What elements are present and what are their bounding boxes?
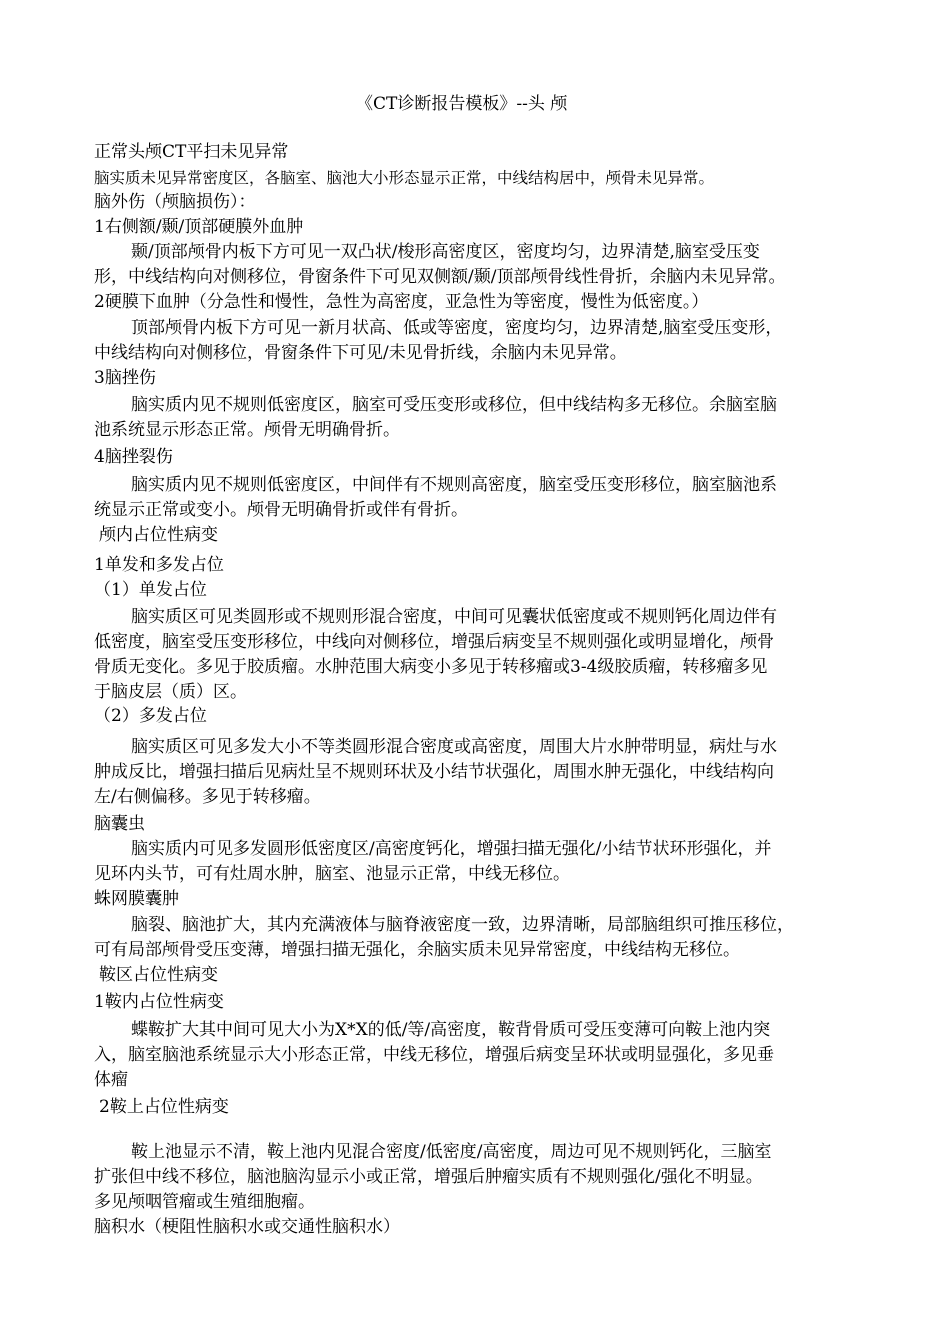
paragraph-line: 脑实质未见异常密度区，各脑室、脑池大小形态显示正常，中线结构居中，颅骨未见异常。 [94, 169, 715, 187]
section-heading-normal: 正常头颅CT平扫未见异常 [94, 142, 289, 162]
paragraph-line: 脑实质内见不规则低密度区，脑室可受压变形或移位，但中线结构多无移位。余脑室脑 [131, 395, 777, 415]
subheading: 2鞍上占位性病变 [99, 1097, 229, 1117]
paragraph-line: 脑裂、脑池扩大，其内充满液体与脑脊液密度一致，边界清晰，局部脑组织可推压移位， [131, 915, 794, 935]
paragraph-line: 脑实质区可见类圆形或不规则形混合密度，中间可见囊状低密度或不规则钙化周边伴有 [131, 607, 777, 627]
paragraph-line: 体瘤 [94, 1070, 128, 1090]
paragraph-line: 脑实质内见不规则低密度区，中间伴有不规则高密度，脑室受压变形移位，脑室脑池系 [131, 475, 777, 495]
section-heading-arachnoid-cyst: 蛛网膜囊肿 [94, 889, 179, 909]
subheading: 2硬膜下血肿（分急性和慢性，急性为高密度，亚急性为等密度，慢性为低密度。） [94, 292, 709, 312]
paragraph-line: 入，脑室脑池系统显示大小形态正常，中线无移位，增强后病变呈环状或明显强化，多见垂 [94, 1045, 774, 1065]
subheading: （1）单发占位 [94, 580, 207, 600]
paragraph-line: 肿成反比，增强扫描后见病灶呈不规则环状及小结节状强化，周围水肿无强化，中线结构向 [94, 762, 774, 782]
paragraph-line: 形，中线结构向对侧移位，骨窗条件下可见双侧额/颞/顶部颅骨线性骨折，余脑内未见异常。 [94, 267, 786, 287]
paragraph-line: 蝶鞍扩大其中间可见大小为X*X的低/等/高密度，鞍背骨质可受压变薄可向鞍上池内突 [131, 1020, 771, 1040]
paragraph-line: 多见颅咽管瘤或生殖细胞瘤。 [94, 1192, 315, 1212]
subheading: 1单发和多发占位 [94, 555, 224, 575]
paragraph-line: 颞/顶部颅骨内板下方可见一双凸状/梭形高密度区，密度均匀，边界清楚,脑室受压变 [131, 242, 760, 262]
subheading: 3脑挫伤 [94, 368, 156, 388]
paragraph-line: 中线结构向对侧移位，骨窗条件下可见/未见骨折线，余脑内未见异常。 [94, 343, 627, 363]
subheading: （2）多发占位 [94, 706, 207, 726]
paragraph-line: 统显示正常或变小。颅骨无明确骨折或伴有骨折。 [94, 500, 468, 520]
paragraph-line: 池系统显示形态正常。颅骨无明确骨折。 [94, 420, 400, 440]
paragraph-line: 见环内头节，可有灶周水肿，脑室、池显示正常，中线无移位。 [94, 864, 570, 884]
paragraph-line: 可有局部颅骨受压变薄，增强扫描无强化，余脑实质未见异常密度，中线结构无移位。 [94, 940, 740, 960]
section-heading-tumor: 颅内占位性病变 [99, 525, 218, 545]
subheading: 1右侧额/颞/顶部硬膜外血肿 [94, 217, 304, 237]
section-heading-sellar: 鞍区占位性病变 [99, 965, 218, 985]
paragraph-line: 脑实质内可见多发圆形低密度区/高密度钙化，增强扫描无强化/小结节状环形强化，并 [131, 839, 772, 859]
section-heading-hydrocephalus: 脑积水（梗阻性脑积水或交通性脑积水） [94, 1217, 400, 1237]
paragraph-line: 低密度，脑室受压变形移位，中线向对侧移位，增强后病变呈不规则强化或明显增化，颅骨 [94, 632, 774, 652]
paragraph-line: 扩张但中线不移位，脑池脑沟显示小或正常，增强后肿瘤实质有不规则强化/强化不明显。 [94, 1167, 763, 1187]
paragraph-line: 左/右侧偏移。多见于转移瘤。 [94, 787, 321, 807]
subheading: 4脑挫裂伤 [94, 447, 173, 467]
document-title: 《CT诊断报告模板》--头 颅 [356, 94, 568, 114]
paragraph-line: 于脑皮层（质）区。 [94, 682, 247, 702]
paragraph-line: 脑实质区可见多发大小不等类圆形混合密度或高密度，周围大片水肿带明显，病灶与水 [131, 737, 777, 757]
section-heading-trauma: 脑外伤（颅脑损伤）： [94, 192, 256, 212]
paragraph-line: 鞍上池显示不清，鞍上池内见混合密度/低密度/高密度，周边可见不规则钙化，三脑室 [131, 1142, 772, 1162]
subheading: 1鞍内占位性病变 [94, 992, 224, 1012]
section-heading-cysticercosis: 脑囊虫 [94, 814, 145, 834]
paragraph-line: 顶部颅骨内板下方可见一新月状高、低或等密度，密度均匀，边界清楚,脑室受压变形， [131, 318, 783, 338]
paragraph-line: 骨质无变化。多见于胶质瘤。水肿范围大病变小多见于转移瘤或3-4级胶质瘤，转移瘤多见 [94, 657, 768, 677]
